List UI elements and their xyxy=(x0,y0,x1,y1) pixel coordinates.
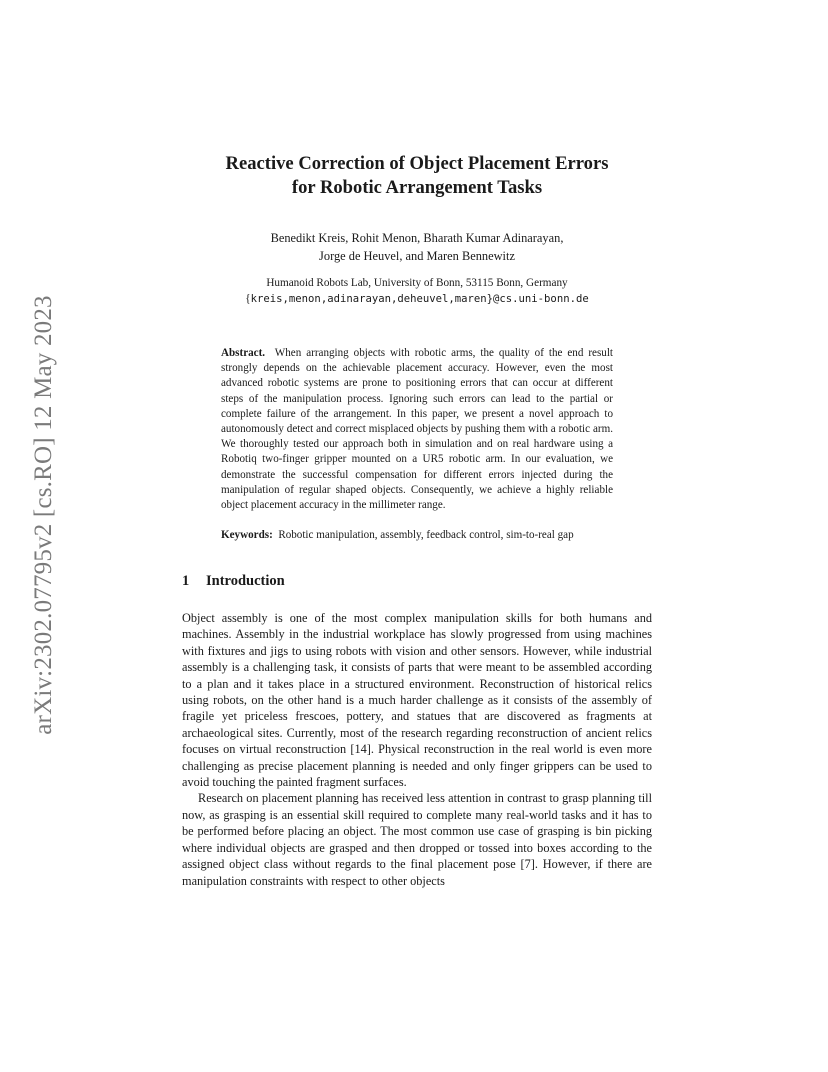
title-line-1: Reactive Correction of Object Placement Errors xyxy=(225,153,609,174)
authors-line-1: Benedikt Kreis, Rohit Menon, Bharath Kumar Adinarayan, xyxy=(270,231,564,245)
affiliation-block xyxy=(150,275,684,307)
email-brace-open: { xyxy=(245,293,251,305)
keywords xyxy=(221,528,613,543)
abstract-label: Abstract. xyxy=(221,347,266,359)
keywords-text: Robotic manipulation, assembly, feedback control, sim-to-real gap xyxy=(278,529,574,541)
section-heading-introduction xyxy=(182,571,285,591)
affiliation: Humanoid Robots Lab, University of Bonn, 53115 Bonn, Germany xyxy=(266,277,568,289)
title-line-2: for Robotic Arrangement Tasks xyxy=(291,177,543,198)
section-title: Introduction xyxy=(206,573,285,589)
arxiv-stamp-text: arXiv:2302.07795v2 [cs.RO] 12 May 2023 xyxy=(30,295,57,735)
arxiv-identifier-stamp xyxy=(20,270,68,760)
email-usernames: kreis,menon,adinarayan,deheuvel,maren xyxy=(250,293,487,305)
abstract-text: When arranging objects with robotic arms, the quality of the end result strongly depends on the achievable placement accuracy. However, even the most advanced robotic systems are prone to positioning errors that can occur at different steps of the manipulation process. Ignoring such errors can lead to the partial or complete failure of the arrangement. In this paper, we present a novel approach to autonomously detect and correct misplaced objects by pushing them with a robotic arm. We thoroughly tested our approach both in simulation and on real hardware using a Robotiq two-finger gripper mounted on a UR5 robotic arm. In our evaluation, we demonstrate the successful compensation for different errors injected during the manipulation of regular shaped objects. Consequently, we achieve a highly reliable object placement accuracy in the millimeter range. xyxy=(221,347,613,512)
email-line xyxy=(150,291,684,307)
author-list xyxy=(150,229,684,265)
section-number: 1 xyxy=(182,573,190,589)
introduction-body xyxy=(182,610,652,889)
paragraph-2: Research on placement planning has received less attention in contrast to grasp planning till now, as grasping is an essential skill required to complete many real-world tasks and it has to be performed before placing an object. The most common use case of grasping is bin picking where individual objects are grasped and then dropped or tossed into boxes according to the assigned object class without regards to the final placement pose [7]. However, if there are manipulation constraints with respect to other objects xyxy=(182,791,652,888)
abstract xyxy=(221,346,613,513)
paragraph-1: Object assembly is one of the most complex manipulation skills for both humans and machines. Assembly in the industrial workplace has slowly progressed from using machines with fixtures and jigs to using robots with vision and other sensors. However, while industrial assembly is a challenging task, it consists of parts that were meant to be assembled according to a plan and it takes place in a structured environment. Reconstruction of historical relics using robots, on the other hand is a much harder challenge as it consists of the assembly of fragile yet priceless frescoes, pottery, and statues that are discovered as fragments at archaeological sites. Currently, most of the research regarding reconstruction of ancient relics focuses on virtual reconstruction [14]. Physical reconstruction in the real world is even more challenging as precise placement planning is needed and only finger grippers can be used to avoid touching the painted fragment surfaces. xyxy=(182,611,652,790)
email-domain: }@cs.uni-bonn.de xyxy=(486,293,589,305)
paper-title xyxy=(150,152,684,200)
authors-line-2: Jorge de Heuvel, and Maren Bennewitz xyxy=(319,249,515,263)
keywords-label: Keywords: xyxy=(221,529,273,541)
